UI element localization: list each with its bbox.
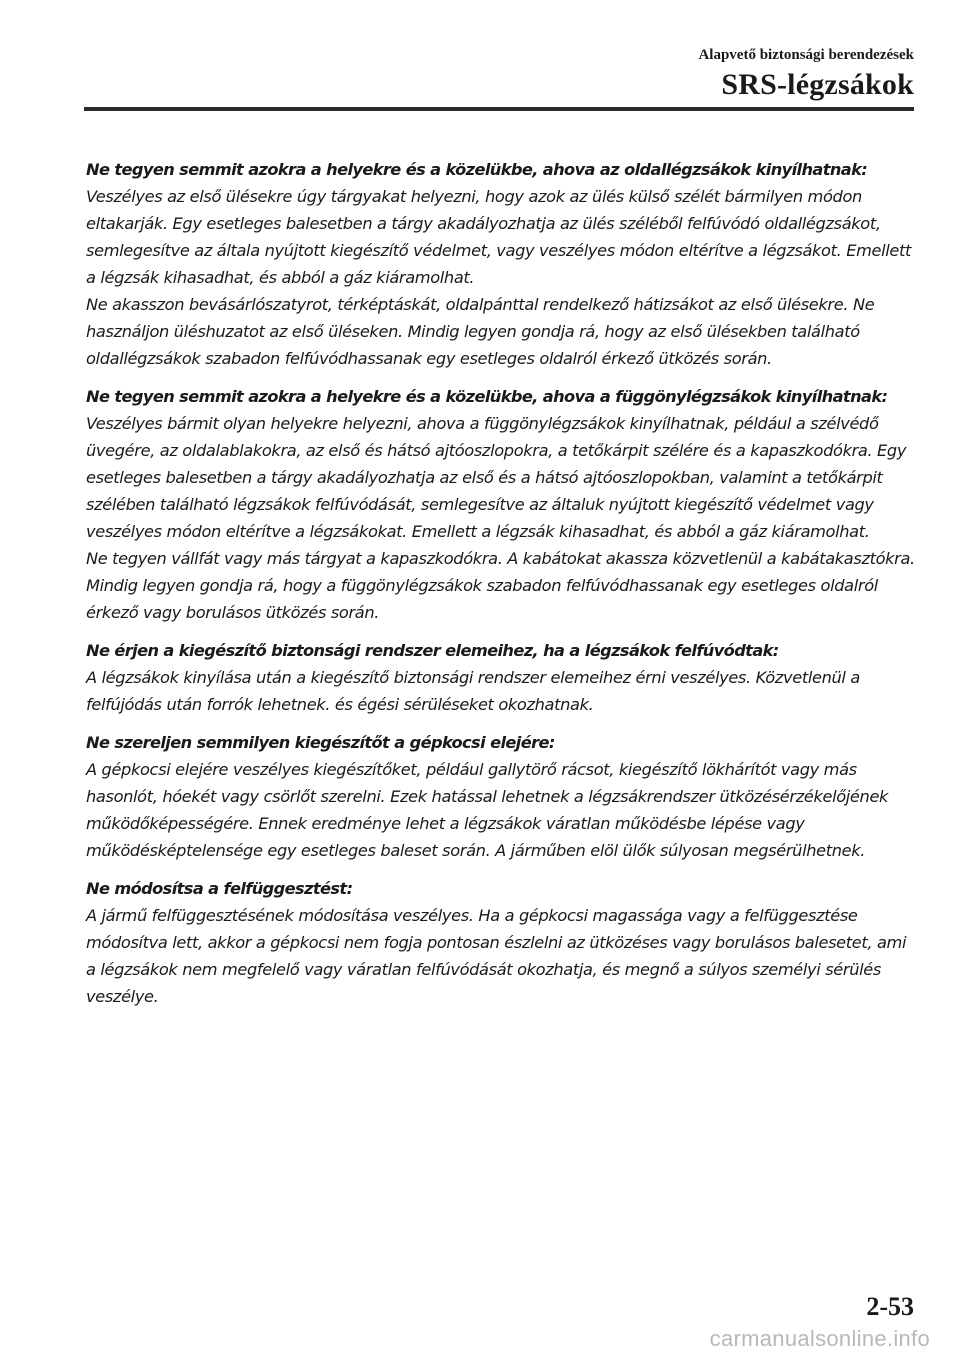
section-heading: Ne tegyen semmit azokra a helyekre és a közelükbe, ahova a függönylégzsákok kinyílhatnak: [86, 387, 888, 406]
paragraph: A jármű felfüggesztésének módosítása veszélyes. Ha a gépkocsi magassága vagy a felfüggesztése módosítva lett, akkor a gépkocsi nem fogja pontosan észlelni az ütközéses vagy borulásos balesetet, ami a légzsákok nem megfelelő vagy váratlan felfúvódását okozhatja, és megnő a súlyos személyi sérülés veszélye. [86, 906, 907, 1006]
page-title: SRS-légzsákok [721, 68, 914, 101]
warning-section-curtain-airbags [86, 383, 916, 626]
paragraph: A légzsákok kinyílása után a kiegészítő biztonsági rendszer elemeihez érni veszélyes. Közvetlenül a felfújódás után forrók lehetnek. és égési sérüléseket okozhatnak. [86, 668, 860, 714]
section-subtitle: Alapvető biztonsági berendezések [698, 47, 914, 63]
page-header [698, 46, 914, 102]
paragraph: A gépkocsi elejére veszélyes kiegészítőket, például gallytörő rácsot, kiegészítő lökhárítót vagy más hasonlót, hóekét vagy csörlőt szerelni. Ezek hatással lehetnek a légzsákrendszer ütközésérzékelőjének működőképességére. Ennek eredménye lehet a légzsákok váratlan működésbe lépése vagy működésképtelensége egy esetleges baleset során. A járműben elöl ülők súlyosan megsérülhetnek. [86, 760, 889, 860]
paragraph: Ne tegyen vállfát vagy más tárgyat a kapaszkodókra. A kabátokat akassza közvetlenül a kabátakasztókra. Mindig legyen gondja rá, hogy a függönylégzsákok szabadon felfúvódhassanak egy esetleges oldalról érkező vagy borulásos ütközés során. [86, 549, 915, 622]
section-heading: Ne szereljen semmilyen kiegészítőt a gépkocsi elejére: [86, 733, 555, 752]
section-heading: Ne módosítsa a felfüggesztést: [86, 879, 353, 898]
warning-section-front-accessories [86, 729, 916, 864]
warning-section-suspension [86, 875, 916, 1010]
paragraph: Veszélyes bármit olyan helyekre helyezni, ahova a függönylégzsákok kinyílhatnak, például a szélvédő üvegére, az oldalablakokra, az első és hátsó ajtóoszlopokra, a tetőkárpit szélére és a kapaszkodókra. Egy esetleges balesetben a tárgy akadályozhatja az első és a hátsó ajtóoszlopokban, valamint a tetőkárpit szélében található légzsákok felfúvódását, semlegesítve az általuk nyújtott kiegészítő védelmet vagy veszélyes módon eltérítve a légzsákokat. Emellett a légzsák kihasadhat, és abból a gáz kiáramolhat. [86, 414, 907, 541]
page-number: 2-53 [866, 1292, 914, 1321]
paragraph: Ne akasszon bevásárlószatyrot, térképtáskát, oldalpánttal rendelkező hátizsákot az első ülésekre. Ne használjon üléshuzatot az első üléseken. Mindig legyen gondja rá, hogy az első ülésekben található oldallégzsákok szabadon felfúvódhassanak egy esetleges oldalról érkező ütközés során. [86, 295, 875, 368]
paragraph: Veszélyes az első ülésekre úgy tárgyakat helyezni, hogy azok az ülés külső szélét bármilyen módon eltakarják. Egy esetleges balesetben a tárgy akadályozhatja az ülés széléből felfúvódó oldallégzsákot, semlegesítve az általa nyújtott kiegészítő védelmet, vagy veszélyes módon eltérítve a légzsákot. Emellett a légzsák kihasadhat, és abból a gáz kiáramolhat. [86, 187, 911, 287]
header-divider [84, 107, 914, 111]
warning-section-side-airbags [86, 156, 916, 372]
section-heading: Ne érjen a kiegészítő biztonsági rendszer elemeihez, ha a légzsákok felfúvódtak: [86, 641, 779, 660]
body-content [86, 156, 916, 1021]
warning-section-deployed-components [86, 637, 916, 718]
watermark: carmanualsonline.info [709, 1326, 930, 1351]
section-heading: Ne tegyen semmit azokra a helyekre és a közelükbe, ahova az oldallégzsákok kinyílhatnak: [86, 160, 868, 179]
